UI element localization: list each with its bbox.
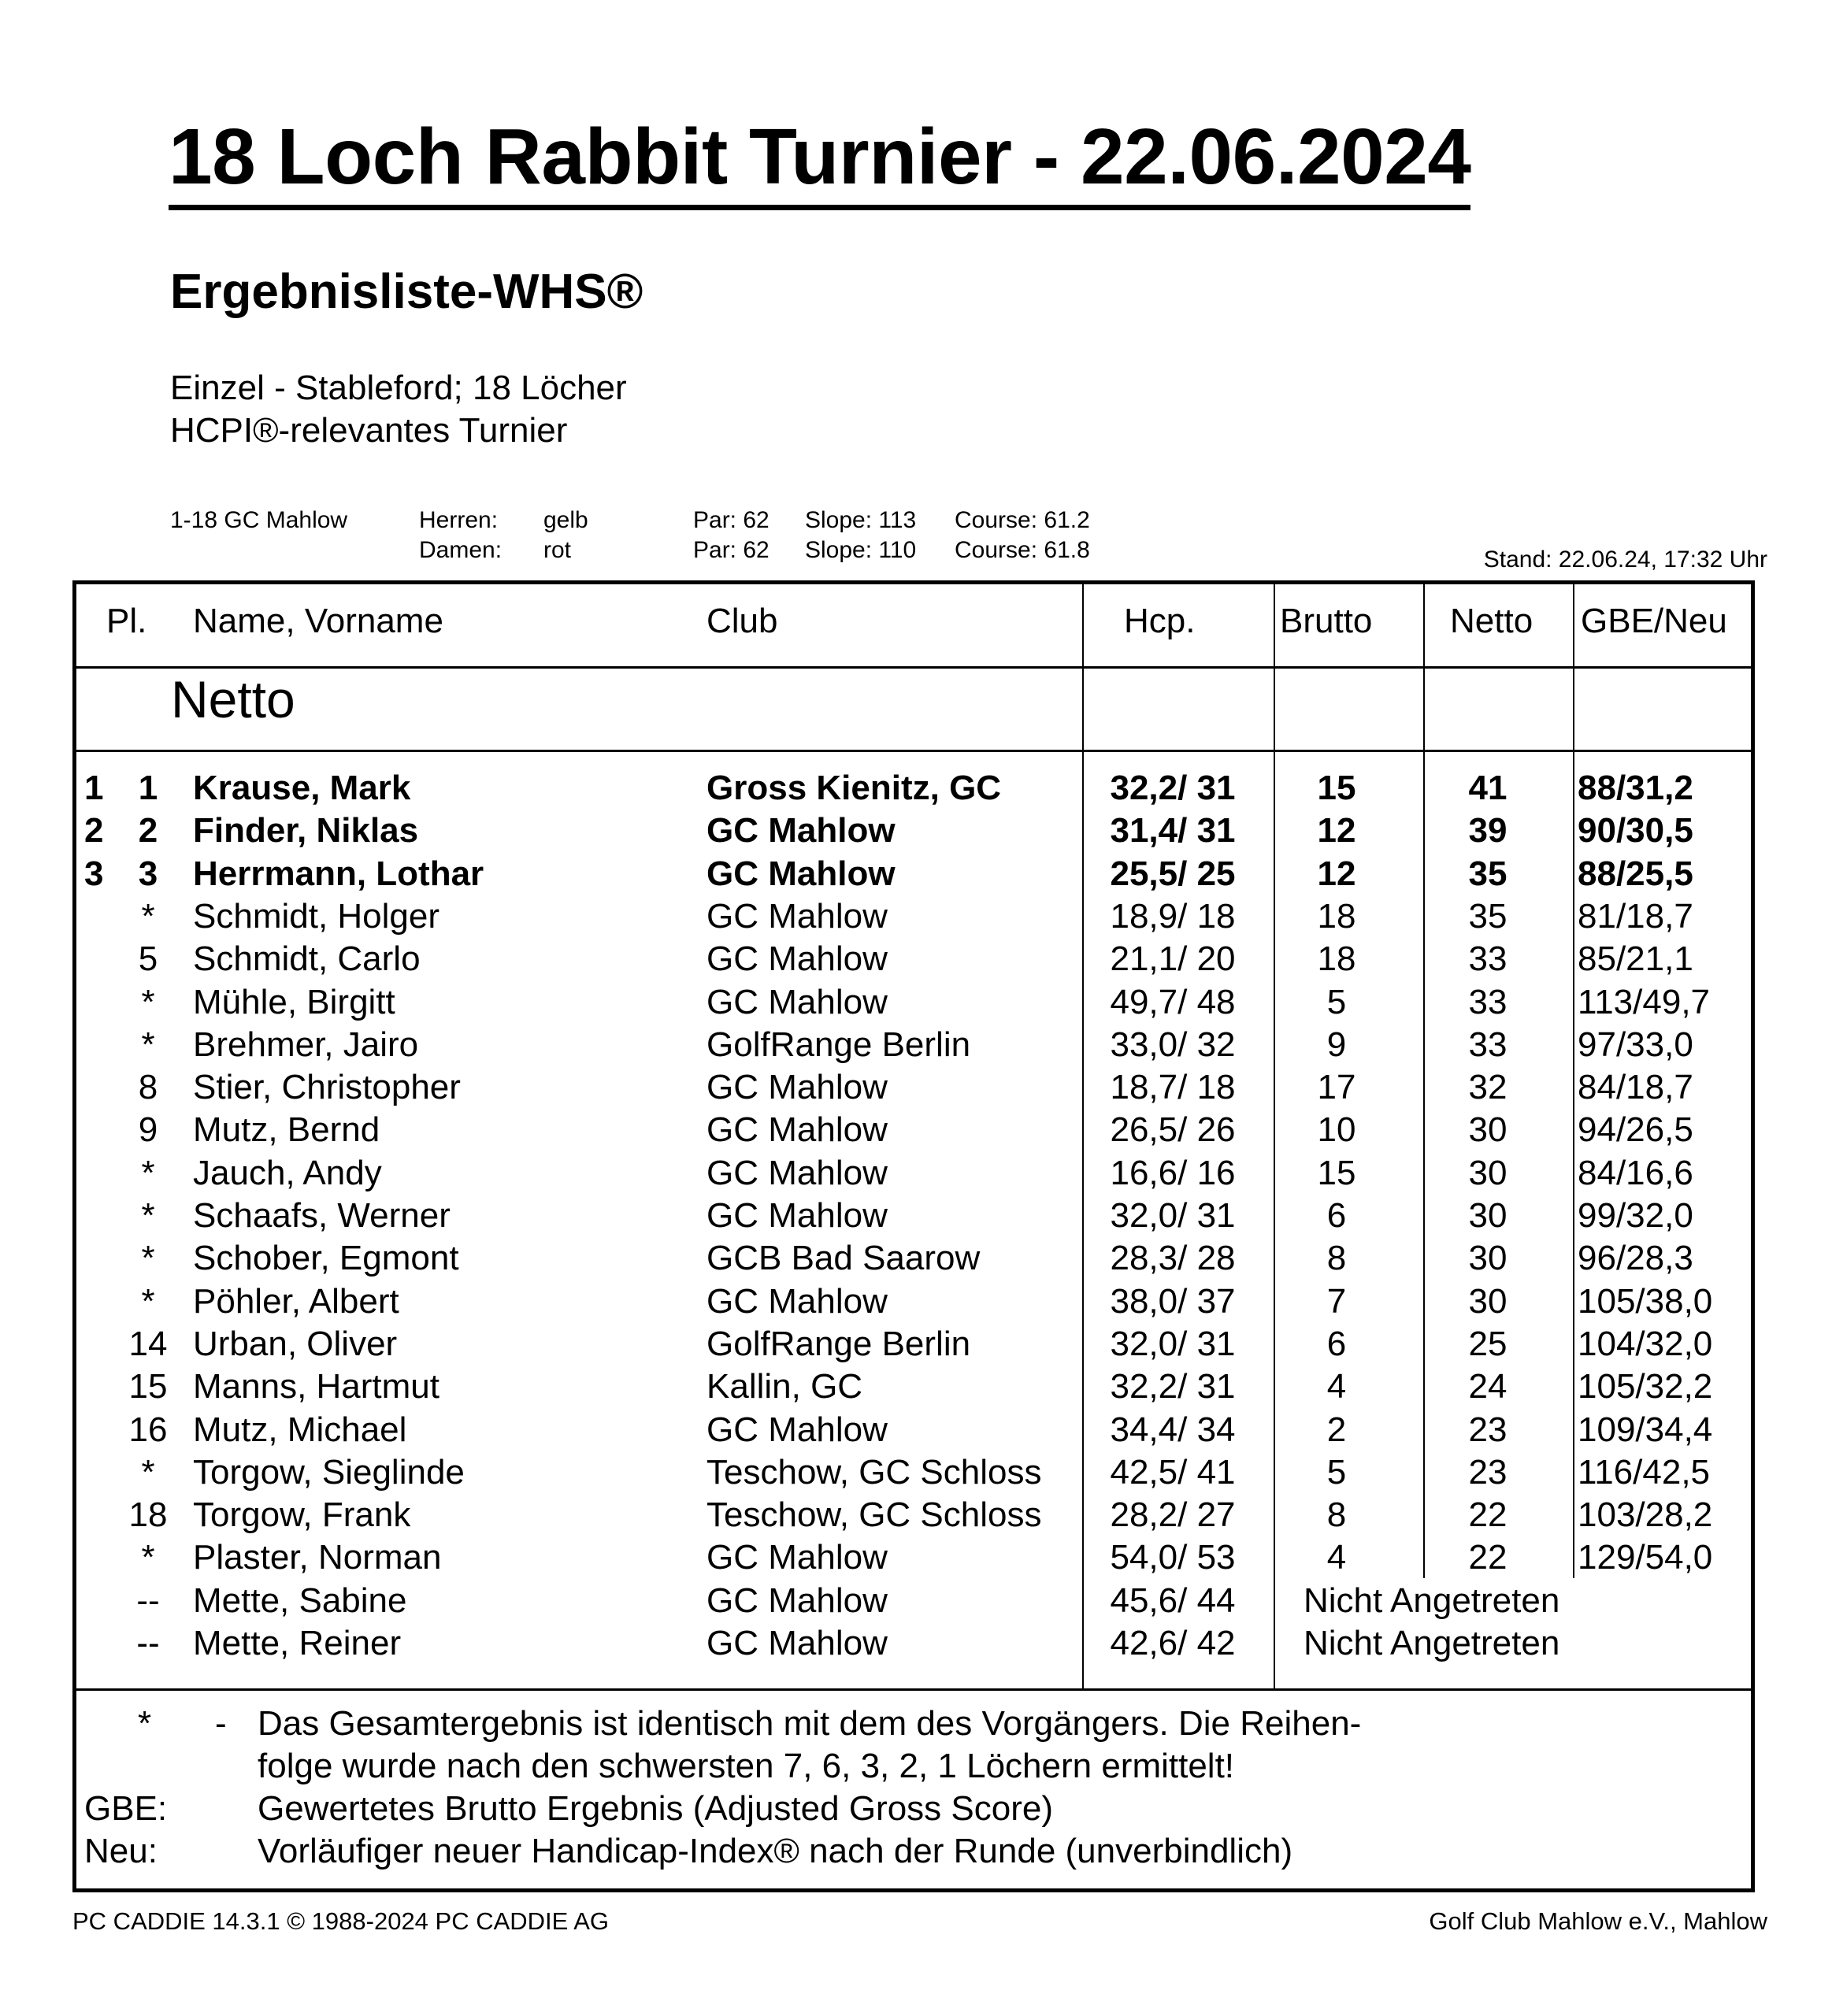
table-row: [76, 1024, 1751, 1066]
gbe-cell: 129/54,0: [1578, 1538, 1713, 1577]
section-title: Netto: [171, 670, 295, 728]
place-cell: *: [141, 1453, 155, 1492]
name-cell: Krause, Mark: [193, 769, 411, 807]
club-cell: GC Mahlow: [706, 1068, 888, 1106]
tee-color: rot: [543, 537, 572, 563]
netto-cell: 35: [1468, 854, 1508, 893]
name-cell: Mette, Sabine: [193, 1581, 407, 1620]
gbe-cell: 97/33,0: [1578, 1025, 1693, 1064]
name-cell: Urban, Oliver: [193, 1325, 398, 1363]
brutto-cell: 6: [1326, 1325, 1347, 1363]
name-cell: Manns, Hartmut: [193, 1367, 439, 1406]
netto-cell: 32: [1468, 1068, 1508, 1106]
netto-cell: 35: [1468, 897, 1508, 936]
note-key: GBE:: [84, 1789, 168, 1828]
club-cell: GC Mahlow: [706, 939, 888, 978]
name-cell: Mutz, Michael: [193, 1410, 407, 1449]
brutto-cell: 15: [1317, 769, 1356, 807]
table-row: [76, 1195, 1751, 1237]
place-cell: 14: [128, 1325, 168, 1363]
rank-cell: 3: [84, 854, 104, 893]
header-gbe: GBE/Neu: [1581, 602, 1727, 640]
gbe-cell: 109/34,4: [1578, 1410, 1713, 1449]
note-text: Gewertetes Brutto Ergebnis (Adjusted Gross Score): [258, 1789, 1053, 1828]
footer-software: PC CADDIE 14.3.1 © 1988-2024 PC CADDIE AG: [72, 1907, 610, 1935]
netto-cell: 30: [1468, 1196, 1508, 1235]
brutto-cell: 18: [1317, 897, 1356, 936]
netto-cell: 23: [1468, 1410, 1508, 1449]
place-cell: *: [141, 1196, 155, 1235]
table-row: [76, 1494, 1751, 1536]
club-cell: GC Mahlow: [706, 897, 888, 936]
gbe-cell: 84/18,7: [1578, 1068, 1693, 1106]
table-row: [76, 1152, 1751, 1195]
hcp-cell: 18,7/ 18: [1110, 1068, 1236, 1106]
gbe-cell: 103/28,2: [1578, 1495, 1713, 1534]
tee-slope: Slope: 113: [805, 507, 917, 533]
table-row: [76, 1451, 1751, 1494]
gbe-cell: 88/25,5: [1578, 854, 1693, 893]
gbe-cell: 85/21,1: [1578, 939, 1693, 978]
header-hcp: Hcp.: [1124, 602, 1196, 640]
hcp-cell: 38,0/ 37: [1110, 1282, 1236, 1321]
netto-cell: 41: [1468, 769, 1508, 807]
hcp-cell: 32,2/ 31: [1110, 769, 1236, 807]
header-netto: Netto: [1450, 602, 1533, 640]
club-cell: GC Mahlow: [706, 983, 888, 1021]
hcp-cell: 16,6/ 16: [1110, 1154, 1236, 1192]
status-cell: Nicht Angetreten: [1304, 1624, 1560, 1662]
note-key: *: [138, 1704, 152, 1743]
name-cell: Mühle, Birgitt: [193, 983, 395, 1021]
place-cell: 1: [138, 769, 158, 807]
tee-gender: Damen:: [419, 537, 503, 563]
gbe-cell: 99/32,0: [1578, 1196, 1693, 1235]
netto-cell: 33: [1468, 983, 1508, 1021]
netto-cell: 23: [1468, 1453, 1508, 1492]
table-row: [76, 1237, 1751, 1280]
place-cell: *: [141, 1239, 155, 1277]
header-pl: Pl.: [106, 602, 147, 640]
brutto-cell: 8: [1326, 1495, 1347, 1534]
hcp-cell: 32,2/ 31: [1110, 1367, 1236, 1406]
club-cell: Gross Kienitz, GC: [706, 769, 1002, 807]
netto-cell: 30: [1468, 1110, 1508, 1149]
name-cell: Stier, Christopher: [193, 1068, 461, 1106]
note-text: folge wurde nach den schwersten 7, 6, 3, 2, 1 Löchern ermittelt!: [258, 1747, 1235, 1785]
place-cell: 8: [138, 1068, 158, 1106]
name-cell: Schaafs, Werner: [193, 1196, 451, 1235]
table-row: [76, 1109, 1751, 1151]
note-dash: -: [215, 1704, 227, 1743]
brutto-cell: 5: [1326, 983, 1347, 1021]
place-cell: 16: [128, 1410, 168, 1449]
tee-color: gelb: [543, 507, 588, 533]
gbe-cell: 116/42,5: [1578, 1453, 1711, 1492]
table-row: [76, 1580, 1751, 1622]
course-name: 1-18 GC Mahlow: [170, 507, 348, 533]
hcp-cell: 33,0/ 32: [1110, 1025, 1236, 1064]
table-row: [76, 1622, 1751, 1665]
table-row: [76, 1409, 1751, 1451]
netto-cell: 30: [1468, 1154, 1508, 1192]
table-row: [76, 1066, 1751, 1109]
place-cell: *: [141, 897, 155, 936]
hcp-cell: 49,7/ 48: [1110, 983, 1236, 1021]
table-row: [76, 938, 1751, 980]
gbe-cell: 94/26,5: [1578, 1110, 1693, 1149]
name-cell: Torgow, Sieglinde: [193, 1453, 465, 1492]
place-cell: *: [141, 1025, 155, 1064]
place-cell: 18: [128, 1495, 168, 1534]
header-brutto: Brutto: [1280, 602, 1373, 640]
hcp-cell: 34,4/ 34: [1110, 1410, 1236, 1449]
name-cell: Mutz, Bernd: [193, 1110, 380, 1149]
gbe-cell: 105/38,0: [1578, 1282, 1713, 1321]
name-cell: Brehmer, Jairo: [193, 1025, 419, 1064]
club-cell: GolfRange Berlin: [706, 1025, 971, 1064]
tee-gender: Herren:: [419, 507, 499, 533]
place-cell: 2: [138, 811, 158, 850]
netto-cell: 33: [1468, 1025, 1508, 1064]
place-cell: *: [141, 983, 155, 1021]
name-cell: Plaster, Norman: [193, 1538, 442, 1577]
club-cell: Teschow, GC Schloss: [706, 1453, 1042, 1492]
brutto-cell: 9: [1326, 1025, 1347, 1064]
club-cell: Kallin, GC: [706, 1367, 863, 1406]
club-cell: Teschow, GC Schloss: [706, 1495, 1042, 1534]
table-row: [76, 1280, 1751, 1323]
table-row: [76, 981, 1751, 1024]
tee-course-rating: Course: 61.2: [955, 507, 1090, 533]
tee-par: Par: 62: [693, 537, 770, 563]
name-cell: Jauch, Andy: [193, 1154, 382, 1192]
club-cell: GC Mahlow: [706, 1196, 888, 1235]
hcp-cell: 21,1/ 20: [1110, 939, 1236, 978]
table-row: [76, 1323, 1751, 1366]
club-cell: GC Mahlow: [706, 854, 896, 893]
table-row: [76, 767, 1751, 810]
hcp-cell: 25,5/ 25: [1110, 854, 1236, 893]
place-cell: 3: [138, 854, 158, 893]
club-cell: GC Mahlow: [706, 1624, 888, 1662]
netto-cell: 39: [1468, 811, 1508, 850]
header-club: Club: [706, 602, 778, 640]
hcp-cell: 31,4/ 31: [1110, 811, 1236, 850]
name-cell: Torgow, Frank: [193, 1495, 411, 1534]
brutto-cell: 12: [1317, 854, 1356, 893]
brutto-cell: 10: [1317, 1110, 1356, 1149]
club-cell: GC Mahlow: [706, 1110, 888, 1149]
table-row: [76, 1536, 1751, 1579]
header-divider: [76, 666, 1751, 669]
netto-cell: 22: [1468, 1495, 1508, 1534]
name-cell: Pöhler, Albert: [193, 1282, 399, 1321]
hcp-cell: 45,6/ 44: [1110, 1581, 1236, 1620]
brutto-cell: 17: [1317, 1068, 1356, 1106]
tee-par: Par: 62: [693, 507, 770, 533]
netto-cell: 30: [1468, 1239, 1508, 1277]
name-cell: Mette, Reiner: [193, 1624, 402, 1662]
page-title: 18 Loch Rabbit Turnier - 22.06.2024: [169, 110, 1470, 210]
table-row: [76, 895, 1751, 938]
tee-course-rating: Course: 61.8: [955, 537, 1090, 563]
table-row: [76, 853, 1751, 895]
brutto-cell: 15: [1317, 1154, 1356, 1192]
hcpi-note: HCPI®-relevantes Turnier: [170, 411, 568, 450]
place-cell: 9: [138, 1110, 158, 1149]
club-cell: GCB Bad Saarow: [706, 1239, 981, 1277]
club-cell: GolfRange Berlin: [706, 1325, 971, 1363]
netto-cell: 30: [1468, 1282, 1508, 1321]
brutto-cell: 4: [1326, 1538, 1347, 1577]
footer-club: Golf Club Mahlow e.V., Mahlow: [1429, 1907, 1767, 1935]
table-row: [76, 1366, 1751, 1408]
place-cell: *: [141, 1154, 155, 1192]
note-key: Neu:: [84, 1832, 158, 1870]
page-subtitle: Ergebnisliste-WHS®: [170, 265, 643, 319]
table-row: [76, 810, 1751, 852]
club-cell: GC Mahlow: [706, 1154, 888, 1192]
brutto-cell: 5: [1326, 1453, 1347, 1492]
tee-slope: Slope: 110: [805, 537, 917, 563]
gbe-cell: 104/32,0: [1578, 1325, 1713, 1363]
section-divider: [76, 750, 1751, 752]
note-text: Das Gesamtergebnis ist identisch mit dem des Vorgängers. Die Reihen-: [258, 1704, 1362, 1743]
club-cell: GC Mahlow: [706, 1282, 888, 1321]
status-cell: Nicht Angetreten: [1304, 1581, 1560, 1620]
rank-cell: 2: [84, 811, 104, 850]
netto-cell: 22: [1468, 1538, 1508, 1577]
name-cell: Herrmann, Lothar: [193, 854, 484, 893]
club-cell: GC Mahlow: [706, 1410, 888, 1449]
club-cell: GC Mahlow: [706, 1538, 888, 1577]
brutto-cell: 2: [1326, 1410, 1347, 1449]
place-cell: *: [141, 1538, 155, 1577]
brutto-cell: 18: [1317, 939, 1356, 978]
brutto-cell: 7: [1326, 1282, 1347, 1321]
netto-cell: 33: [1468, 939, 1508, 978]
place-cell: 5: [138, 939, 158, 978]
gbe-cell: 84/16,6: [1578, 1154, 1693, 1192]
name-cell: Finder, Niklas: [193, 811, 419, 850]
place-cell: --: [136, 1624, 160, 1662]
hcp-cell: 32,0/ 31: [1110, 1196, 1236, 1235]
gbe-cell: 96/28,3: [1578, 1239, 1693, 1277]
hcp-cell: 28,3/ 28: [1110, 1239, 1236, 1277]
results-table: [72, 580, 1755, 1892]
place-cell: --: [136, 1581, 160, 1620]
brutto-cell: 8: [1326, 1239, 1347, 1277]
brutto-cell: 12: [1317, 811, 1356, 850]
brutto-cell: 6: [1326, 1196, 1347, 1235]
stand-timestamp: Stand: 22.06.24, 17:32 Uhr: [1483, 547, 1767, 573]
hcp-cell: 42,6/ 42: [1110, 1624, 1236, 1662]
gbe-cell: 105/32,2: [1578, 1367, 1713, 1406]
header-name: Name, Vorname: [193, 602, 443, 640]
hcp-cell: 32,0/ 31: [1110, 1325, 1236, 1363]
rank-cell: 1: [84, 769, 104, 807]
hcp-cell: 42,5/ 41: [1110, 1453, 1236, 1492]
gbe-cell: 113/49,7: [1578, 983, 1711, 1021]
club-cell: GC Mahlow: [706, 811, 896, 850]
netto-cell: 24: [1468, 1367, 1508, 1406]
gbe-cell: 90/30,5: [1578, 811, 1693, 850]
gbe-cell: 88/31,2: [1578, 769, 1693, 807]
netto-cell: 25: [1468, 1325, 1508, 1363]
hcp-cell: 18,9/ 18: [1110, 897, 1236, 936]
brutto-cell: 4: [1326, 1367, 1347, 1406]
place-cell: 15: [128, 1367, 168, 1406]
game-mode: Einzel - Stableford; 18 Löcher: [170, 369, 627, 407]
name-cell: Schober, Egmont: [193, 1239, 459, 1277]
club-cell: GC Mahlow: [706, 1581, 888, 1620]
hcp-cell: 26,5/ 26: [1110, 1110, 1236, 1149]
note-text: Vorläufiger neuer Handicap-Index® nach der Runde (unverbindlich): [258, 1832, 1293, 1870]
hcp-cell: 28,2/ 27: [1110, 1495, 1236, 1534]
notes-divider: [76, 1688, 1751, 1691]
name-cell: Schmidt, Carlo: [193, 939, 421, 978]
name-cell: Schmidt, Holger: [193, 897, 440, 936]
gbe-cell: 81/18,7: [1578, 897, 1693, 936]
hcp-cell: 54,0/ 53: [1110, 1538, 1236, 1577]
place-cell: *: [141, 1282, 155, 1321]
